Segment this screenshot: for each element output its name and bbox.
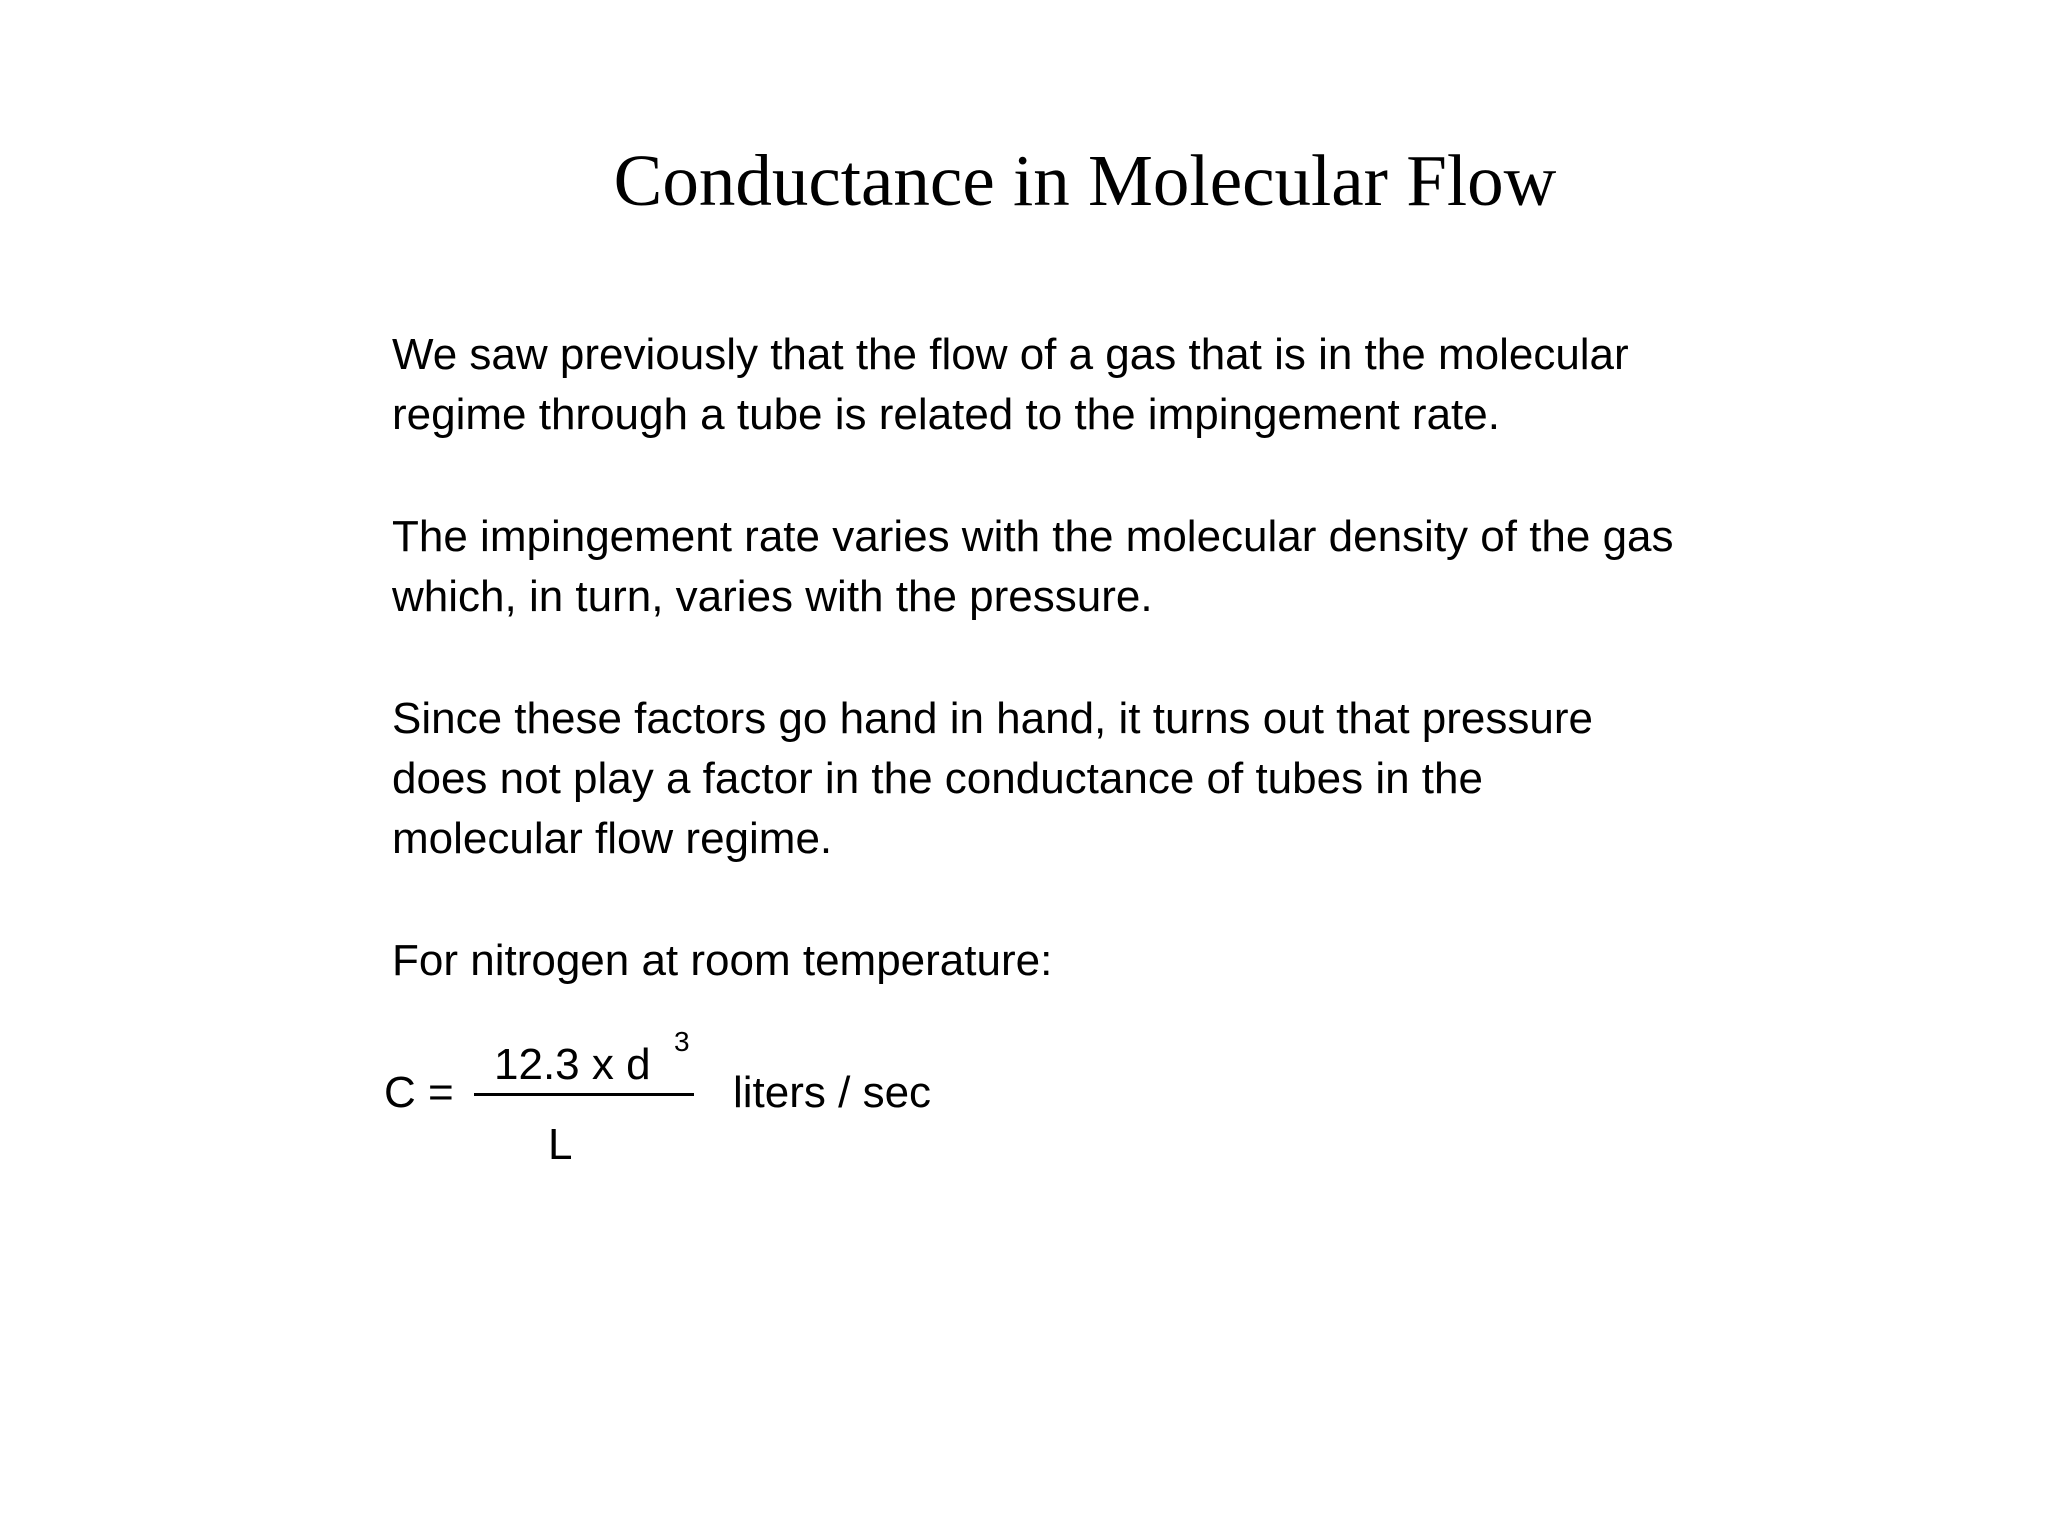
- paragraph-impingement-rate: [392, 507, 1852, 627]
- paragraph-molecular-flow: [392, 325, 1852, 445]
- paragraph-line: which, in turn, varies with the pressure.: [392, 572, 1153, 621]
- fraction-bar: [474, 1093, 694, 1096]
- paragraph-nitrogen: [392, 931, 1852, 991]
- formula-lhs: C =: [384, 1068, 454, 1117]
- formula-units: liters / sec: [733, 1068, 932, 1117]
- paragraph-line: The impingement rate varies with the molecular density of the gas: [392, 512, 1674, 561]
- slide-title: Conductance in Molecular Flow: [613, 140, 1557, 221]
- paragraph-line: molecular flow regime.: [392, 814, 833, 863]
- paragraph-pressure-factor: [392, 689, 1852, 869]
- paragraph-line: We saw previously that the flow of a gas that is in the molecular: [392, 330, 1629, 379]
- formula-numerator: 12.3 x d: [494, 1040, 651, 1089]
- paragraph-line: does not play a factor in the conductance of tubes in the: [392, 754, 1483, 803]
- formula-denominator: L: [548, 1120, 573, 1169]
- paragraph-line: For nitrogen at room temperature:: [392, 936, 1053, 985]
- formula-exponent: 3: [674, 1026, 690, 1057]
- paragraph-line: regime through a tube is related to the impingement rate.: [392, 390, 1500, 439]
- paragraph-line: Since these factors go hand in hand, it turns out that pressure: [392, 694, 1593, 743]
